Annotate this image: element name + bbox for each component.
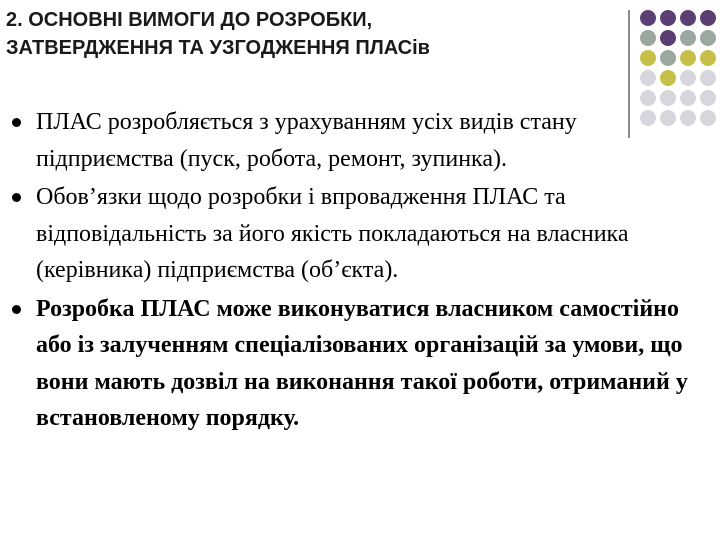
decorative-dot [680, 30, 696, 46]
bullet-text: ПЛАС розробляється з урахуванням усіх видів стану підприємства (пуск, робота, ремонт, зупинка). [36, 109, 577, 172]
bullet-icon [12, 305, 21, 314]
decorative-dot [680, 50, 696, 66]
bullet-text: Обов’язки щодо розробки і впровадження ПЛАС та відповідальність за його якість покладаються на власника (керівника) підприємства (об’єкта). [36, 184, 629, 283]
decorative-dot [700, 70, 716, 86]
decorative-dot [680, 70, 696, 86]
bullet-item-2 [8, 179, 714, 289]
decorative-dot [660, 50, 676, 66]
decorative-dot [640, 10, 656, 26]
decorative-dot [640, 30, 656, 46]
slide-title: 2. ОСНОВНІ ВИМОГИ ДО РОЗРОБКИ, ЗАТВЕРДЖЕННЯ ТА УЗГОДЖЕННЯ ПЛАСів [6, 9, 430, 59]
bullet-icon [12, 118, 21, 127]
decorative-dot [660, 10, 676, 26]
bullet-icon [12, 193, 21, 202]
decorative-dot [680, 10, 696, 26]
decorative-dot [700, 30, 716, 46]
decorative-dot [640, 50, 656, 66]
bullet-item-1 [8, 104, 714, 177]
bullet-text: Розробка ПЛАС може виконуватися власником самостійно або із залученням спеціалізованих організацій за умови, що вони мають дозвіл на виконання такої роботи, отриманий у встановленому порядку. [36, 295, 688, 431]
bullet-list [8, 104, 714, 439]
decorative-dot [640, 70, 656, 86]
decorative-dot [700, 50, 716, 66]
decorative-dot [660, 70, 676, 86]
bullet-item-3 [8, 291, 714, 437]
decorative-dot [700, 10, 716, 26]
decorative-dot [660, 30, 676, 46]
